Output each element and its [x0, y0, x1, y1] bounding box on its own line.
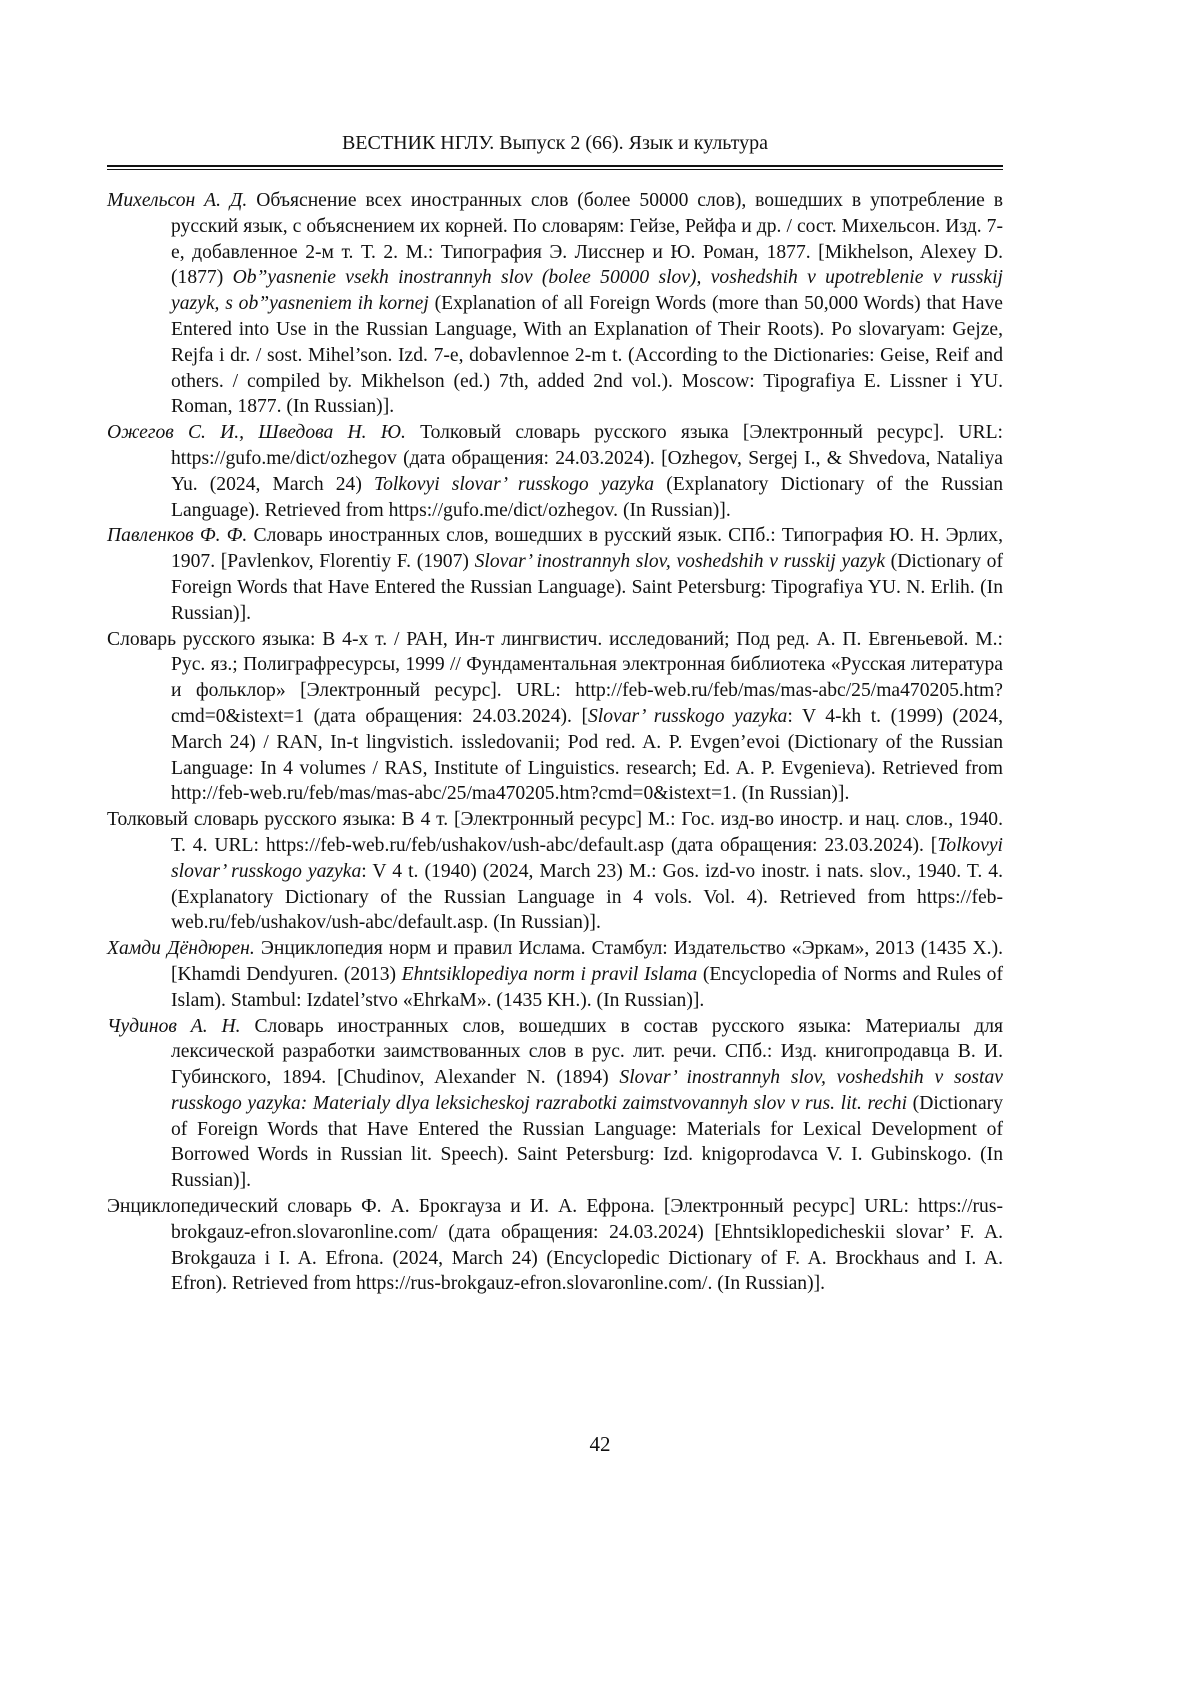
reference-text: Словарь иностранных слов, вошедших в состав русского языка: Материалы для лексической разработки заимствованных слов в рус. лит. речи. СПб.: Изд. книгопродавца В. И. Губинского, 1894. [Chudinov, Alexander N. (1894)	[171, 1016, 1003, 1089]
reference-text: : V 4 t. (1940) (2024, March 23) M.: Gos. izd-vo inostr. i nats. slov., 1940. T. 4. (Explanatory Dictionary of the Russian Language in 4 vols. Vol. 4). Retrieved from https://feb-web.ru/feb/ushakov/ush-abc/default.asp. (In Russian)].	[171, 861, 1003, 934]
reference-entry	[107, 523, 1003, 626]
running-header: ВЕСТНИК НГЛУ. Выпуск 2 (66). Язык и культура	[107, 132, 1003, 155]
reference-italic-text: Чудинов А. Н.	[107, 1016, 241, 1037]
reference-text: Словарь русского языка: В 4-х т. / РАН, Ин-т лингвистич. исследований; Под ред. А. П. Евгеньевой. М.: Рус. яз.; Полиграфресурсы, 1999 // Фундаментальная электронная библиотека «Русская литература и фольклор» [Электронный ресурс]. URL: http://feb-web.ru/feb/mas/mas-abc/25/ma470205.htm?cmd=0&istext=1 (дата обращения: 24.03.2024). [	[107, 629, 1003, 727]
reference-italic-text: Slovar’ russkogo yazyka	[588, 706, 787, 727]
reference-entry	[107, 188, 1003, 420]
reference-text: Энциклопедический словарь Ф. А. Брокгауза и И. А. Ефрона. [Электронный ресурс] URL: https://rus-brokgauz-efron.slovaronline.com/ (дата обращения: 24.03.2024) [Ehntsiklopedicheskii slovar’ F. A. Brokgauza i I. A. Efrona. (2024, March 24) (Encyclopedic Dictionary of F. A. Brockhaus and I. A. Efron). Retrieved from https://rus-brokgauz-efron.slovaronline.com/. (In Russian)].	[107, 1196, 1003, 1294]
reference-italic-text: Slovar’ inostrannyh slov, voshedshih v sostav russkogo yazyka: Materialy dlya leksicheskoj razrabotki zaimstvovannyh slov v rus. lit. rechi	[171, 1067, 1003, 1114]
reference-entry	[107, 420, 1003, 523]
reference-italic-text: Tolkovyi slovar’ russkogo yazyka	[374, 474, 654, 495]
reference-entry	[107, 1014, 1003, 1195]
reference-text: Словарь иностранных слов, вошедших в русский язык. СПб.: Типография Ю. Н. Эрлих, 1907. [Pavlenkov, Florentiy F. (1907)	[171, 525, 1003, 572]
reference-entry	[107, 1194, 1003, 1297]
header-rule-thin	[107, 169, 1003, 170]
header-rule-thick	[107, 165, 1003, 167]
reference-text: : V 4-kh t. (1999) (2024, March 24) / RAN, In-t lingvistich. issledovanii; Pod red. A. P. Evgen’evoi (Dictionary of the Russian Language: In 4 volumes / RAS, Institute of Linguistics. research; Ed. A. P. Evgenieva). Retrieved from http://feb-web.ru/feb/mas/mas-abc/25/ma470205.htm?cmd=0&istext=1. (In Russian)].	[171, 706, 1003, 804]
reference-text: Толковый словарь русского языка: В 4 т. [Электронный ресурс] М.: Гос. изд-во иностр. и нац. слов., 1940. Т. 4. URL: https://feb-web.ru/feb/ushakov/ush-abc/default.asp (дата обращения: 23.03.2024). [	[107, 809, 1003, 856]
reference-text: Объяснение всех иностранных слов (более 50000 слов), вошедших в употребление в русский язык, с объяснением их корней. По словарям: Гейзе, Рейфа и др. / сост. Михельсон. Изд. 7-е, добавленное 2-м т. Т. 2. М.: Типография Э. Лисснер и Ю. Роман, 1877. [Mikhelson, Alexey D. (1877)	[171, 190, 1003, 288]
reference-italic-text: Хамди Дёндюрен.	[107, 938, 255, 959]
reference-italic-text: Tolkovyi slovar’ russkogo yazyka	[171, 835, 1003, 882]
reference-entry	[107, 936, 1003, 1013]
page-number: 42	[0, 1432, 1200, 1457]
reference-text: Энциклопедия норм и правил Ислама. Стамбул: Издательство «Эркам», 2013 (1435 Х.). [Khamdi Dendyuren. (2013)	[171, 938, 1003, 985]
reference-italic-text: Павленков Ф. Ф.	[107, 525, 247, 546]
reference-italic-text: Ob”yasnenie vsekh inostrannyh slov (bolee 50000 slov), voshedshih v upotreblenie v russkij yazyk, s ob”yasneniem ih kornej	[171, 267, 1003, 314]
reference-text: (Dictionary of Foreign Words that Have Entered the Russian Language: Materials for Lexical Development of Borrowed Words in Russian lit. Speech). Saint Petersburg: Izd. knigoprodavca V. I. Gubinskogo. (In Russian)].	[171, 1093, 1003, 1191]
reference-text: Толковый словарь русского языка [Электронный ресурс]. URL: https://gufo.me/dict/ozhegov (дата обращения: 24.03.2024). [Ozhegov, Sergej I., & Shvedova, Nataliya Yu. (2024, March 24)	[171, 422, 1003, 495]
reference-text: (Encyclopedia of Norms and Rules of Islam). Stambul: Izdatel’stvo «EhrkaM». (1435 KH.). (In Russian)].	[171, 964, 1003, 1011]
reference-text: (Dictionary of Foreign Words that Have Entered the Russian Language). Saint Petersburg: Tipografiya YU. N. Erlih. (In Russian)].	[171, 551, 1003, 624]
reference-entry	[107, 807, 1003, 936]
reference-entry	[107, 627, 1003, 808]
reference-italic-text: Ожегов С. И., Шведова Н. Ю.	[107, 422, 406, 443]
reference-text: (Explanatory Dictionary of the Russian Language). Retrieved from https://gufo.me/dict/ozhegov. (In Russian)].	[171, 474, 1003, 521]
reference-italic-text: Slovar’ inostrannyh slov, voshedshih v russkij yazyk	[475, 551, 885, 572]
reference-italic-text: Михельсон А. Д.	[107, 190, 247, 211]
reference-italic-text: Ehntsiklopediya norm i pravil Islama	[402, 964, 698, 985]
reference-text: (Explanation of all Foreign Words (more than 50,000 Words) that Have Entered into Use in the Russian Language, With an Explanation of Their Roots). Po slovaryam: Gejze, Rejfa i dr. / sost. Mihel’son. Izd. 7-e, dobavlennoe 2-m t. (According to the Dictionaries: Geise, Reif and others. / compiled by. Mikhelson (ed.) 7th, added 2nd vol.). Moscow: Tipografiya E. Lissner i YU. Roman, 1877. (In Russian)].	[171, 293, 1003, 417]
reference-list	[107, 188, 1003, 1297]
